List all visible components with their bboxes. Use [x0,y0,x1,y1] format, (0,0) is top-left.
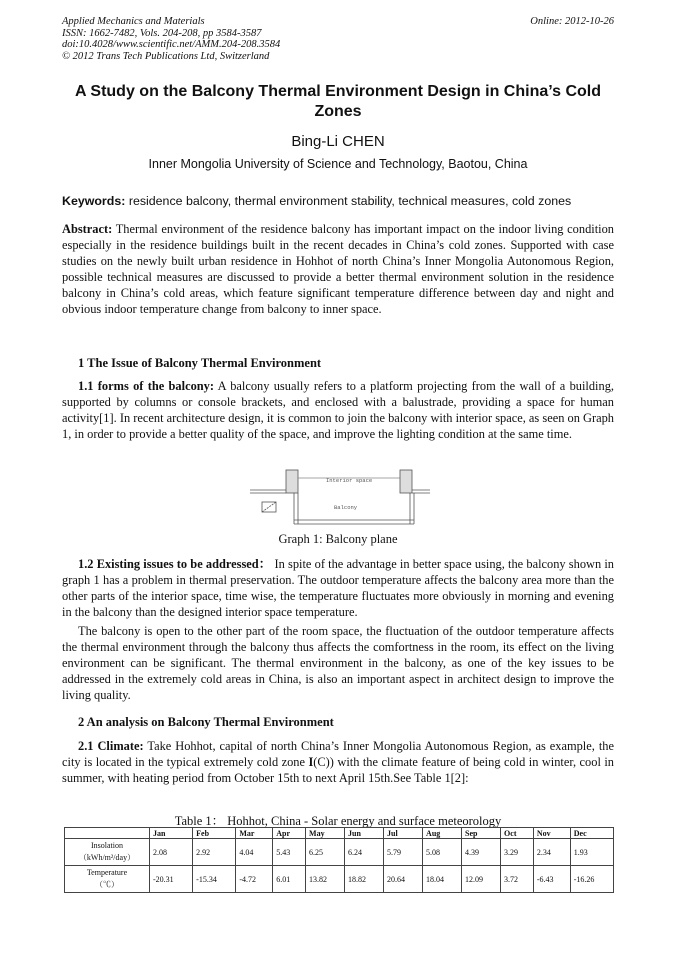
row-label-name: Temperature [86,868,128,877]
table-cell: 13.82 [306,866,345,893]
doi-line: doi:10.4028/www.scientific.net/AMM.204-208.3584 [62,39,281,50]
table-cell: 18.04 [423,866,462,893]
abstract-label: Abstract: [62,222,113,236]
section-1-2-label: 1.2 Existing issues to be addressed [78,557,259,571]
table-cell: 2.08 [150,839,193,866]
table-cell: 3.29 [501,839,534,866]
section-2-heading: 2 An analysis on Balcony Thermal Environment [78,715,334,729]
section-2-1-zone: I [308,755,314,769]
section-1-2-paragraph-2: The balcony is open to the other part of the room space, the fluctuation of the outdoor temperature affects the thermal environment through the balcony thus affects the comfortness in the room, its effect on the living environment can be significant. The thermal environment in the balcony, as one of the key issues to be addressed in the extremely cold areas in China, is also an important aspect in architect design to improve the living quality. [62,624,614,702]
table-cell: 5.08 [423,839,462,866]
table-cell: 4.04 [236,839,273,866]
month-header-mar: Mar [236,828,273,839]
issn-line: ISSN: 1662-7482, Vols. 204-208, pp 3584-3587 [62,27,262,39]
row-label [65,866,150,893]
section-1-heading: 1 The Issue of Balcony Thermal Environment [78,356,322,370]
table-row [65,839,614,866]
month-header-dec: Dec [570,828,613,839]
table-cell: -6.43 [533,866,570,893]
online-date: Online: 2012-10-26 [530,16,614,27]
month-header-feb: Feb [193,828,236,839]
table-cell: -16.26 [570,866,613,893]
month-header-nov: Nov [533,828,570,839]
table-cell: 6.25 [306,839,345,866]
month-header-may: May [306,828,345,839]
table-cell: 1.93 [570,839,613,866]
section-1-1-text: A balcony usually refers to a platform projecting from the wall of a building, supported by columns or console brackets, and enclosed with a balustrade, providing a space for human activity[1]. In recent architecture design, it is common to join the balcony with interior space, as seen on Graph 1, in order to provide a better quality of the space, and improve the lighting condition at the same time. [62,379,614,441]
interior-space-label: Interior space [326,477,373,484]
section-2-1-label: 2.1 Climate: [78,739,144,753]
section-1-2-paragraph [62,556,614,620]
table-cell: -15.34 [193,866,236,893]
table-cell: 6.01 [273,866,306,893]
section-1-1-paragraph [62,378,614,442]
table-cell: -4.72 [236,866,273,893]
table-cell: 5.79 [384,839,423,866]
table-header-row [65,828,614,839]
table-1-caption: Table 1： Hohhot, China - Solar energy and surface meteorology [174,814,502,828]
copyright-line: © 2012 Trans Tech Publications Ltd, Switzerland [62,50,270,62]
keywords-text: residence balcony, thermal environment stability, technical measures, cold zones [128,194,572,208]
row-label-unit: （kWh/m²/day） [78,853,136,862]
row-label-name: Insolation [91,841,123,850]
author: Bing-Li CHEN [291,133,385,150]
month-header-jun: Jun [345,828,384,839]
section-2-1-paragraph [62,738,614,786]
balcony-plane-figure [250,468,430,528]
abstract-text: Thermal environment of the residence balcony has important impact on the indoor living condition especially in the residence buildings built in the recent decades in China’s cold zones. Supported with case studies on the newly built urban residence in Hohhot of north China’s Inner Mongolia Autonomous Region, possible technical measures are discussed to provide a better thermal environment solution in the residence balcony in China’s cold areas, which feature significant temperature difference between day and night and obvious indoor temperature change from balcony to inner space. [62,222,614,316]
section-1-1-label: 1.1 forms of the balcony: [78,379,214,393]
table-row [65,866,614,893]
section-1-2-text: In spite of the advantage in better space using, the balcony shown in graph 1 has a problem in thermal preservation. The outdoor temperature affects the balcony area more than the other parts of the interior space, time wise, the temperature fluctuates more obviously in morning and evening in the balcony than the designed interior space temperature. [62,557,614,619]
month-header-apr: Apr [273,828,306,839]
journal-header [62,16,280,62]
table-cell: 3.72 [501,866,534,893]
abstract [62,221,614,317]
row-label [65,839,150,866]
graph-1-caption: Graph 1: Balcony plane [278,532,398,546]
month-header-jan: Jan [150,828,193,839]
month-header-aug: Aug [423,828,462,839]
table-cell: 12.09 [462,866,501,893]
row-label-unit: （℃） [95,880,119,889]
section-1-2-punct: ： [258,557,272,571]
keywords [62,194,622,208]
keywords-label: Keywords: [62,194,126,208]
table-cell: 2.34 [533,839,570,866]
table-cell: 20.64 [384,866,423,893]
month-header-sep: Sep [462,828,501,839]
balcony-label: Balcony [334,504,358,511]
table-cell: 2.92 [193,839,236,866]
table-header-blank [65,828,150,839]
table-cell: 5.43 [273,839,306,866]
table-cell: -20.31 [150,866,193,893]
section-2-1-text-b: (C)) with the climate feature of being cold in winter, cool in summer, with heating period from October 15th to next April 15th.See Table 1[2]: [62,755,614,785]
journal-name: Applied Mechanics and Materials [62,16,205,27]
table-cell: 4.39 [462,839,501,866]
paper-title: A Study on the Balcony Thermal Environment Design in China’s Cold Zones [75,83,601,120]
table-cell: 18.82 [345,866,384,893]
month-header-jul: Jul [384,828,423,839]
affiliation: Inner Mongolia University of Science and Technology, Baotou, China [148,157,528,171]
section-2-1-text-a: Take Hohhot, capital of north China’s Inner Mongolia Autonomous Region, as example, the city is located in the typical extremely cold zone [62,739,614,769]
table-1 [64,827,614,893]
table-cell: 6.24 [345,839,384,866]
month-header-oct: Oct [501,828,534,839]
